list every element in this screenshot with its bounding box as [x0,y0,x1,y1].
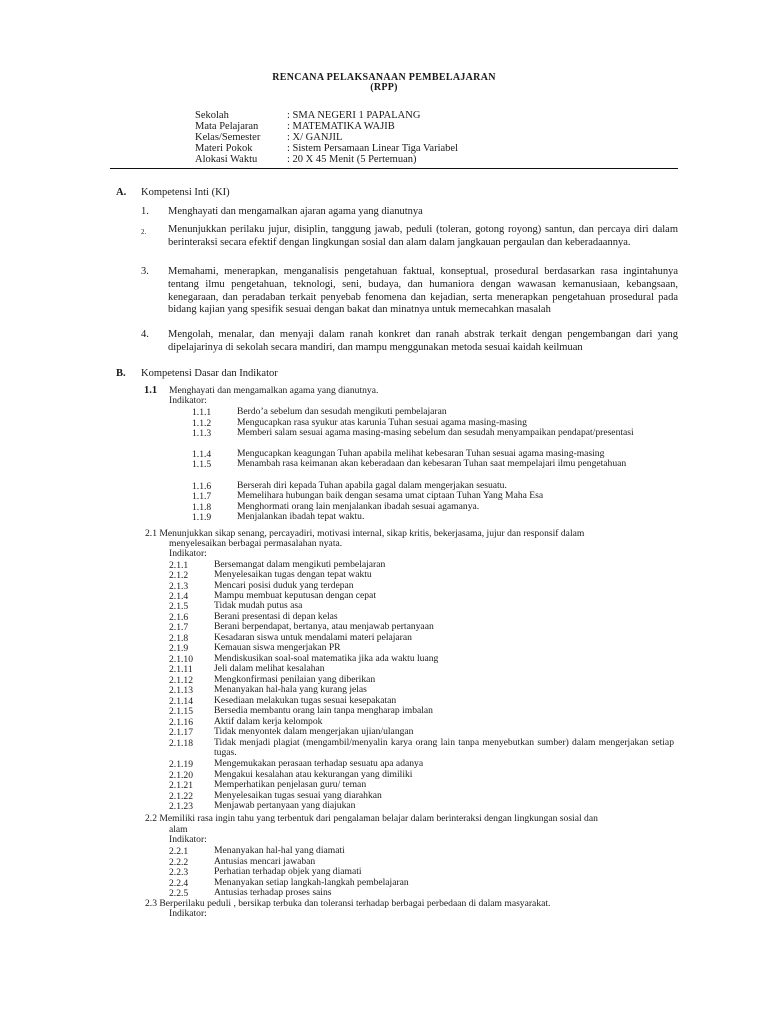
indicator-text: Berdo’a sebelum dan sesudah mengikuti pembelajaran [237,406,447,417]
meta-key: Materi Pokok [195,143,253,154]
indicator-number: 2.1.22 [169,791,193,802]
indicator-number: 1.1.3 [192,428,212,439]
meta-row-time [195,154,458,165]
indicator-text: Mencari posisi duduk yang terdepan [214,580,354,591]
identity-table [195,110,458,165]
ki-number: 4. [141,329,149,340]
indicator-text: Antusias mencari jawaban [214,856,316,867]
indicator-number: 1.1.2 [192,418,212,429]
indicator-text: Memelihara hubungan baik dengan sesama umat ciptaan Tuhan Yang Maha Esa [237,490,544,501]
indicator-number: 1.1.5 [192,459,212,470]
indicator-text: Mendiskusikan soal-soal matematika jika ada waktu luang [214,653,439,664]
document-subtitle: (RPP) [370,82,398,93]
indicator-text: Bersedia membantu orang lain tanpa mengharap imbalan [214,705,433,716]
meta-key: Sekolah [195,110,229,121]
indicator-number: 2.2.1 [169,846,189,857]
indicator-number: 2.1.5 [169,601,189,612]
indicator-number: 2.1.11 [169,664,193,675]
indicator-text: Aktif dalam kerja kelompok [214,716,323,727]
indicator-number: 2.1.20 [169,770,193,781]
indicator-text: Menyelesaikan tugas sesuai yang diarahkan [214,790,382,801]
document-title: RENCANA PELAKSANAAN PEMBELAJARAN [272,72,496,83]
indicator-number: 2.1.7 [169,622,189,633]
indicator-text: Tidak menyontek dalam mengerjakan ujian/ulangan [214,726,414,737]
indicator-text: Jeli dalam melihat kesalahan [214,663,325,674]
kd-2-1-line2: menyelesaikan berbagai permasalahan nyata. [169,538,343,549]
indicator-number: 1.1.4 [192,449,212,460]
indicator-number: 2.1.17 [169,727,193,738]
kd-2-2-line2: alam [169,824,188,835]
indicator-label: Indikator: [169,908,207,919]
indicator-label: Indikator: [169,548,207,559]
indicator-text: Menghormati orang lain menjalankan ibadah sesuai agamanya. [237,501,480,512]
indicator-number: 1.1.9 [192,512,212,523]
kd-1-1-text: Menghayati dan mengamalkan agama yang dianutnya. [169,385,379,396]
indicator-text: Mengucapkan rasa syukur atas karunia Tuhan sesuai agama masing-masing [237,417,527,428]
indicator-number: 2.1.8 [169,633,189,644]
indicator-text: Menambah rasa keimanan akan keberadaan dan kebesaran Tuhan saat mempelajari ilmu pengetahuan [237,458,627,469]
indicator-number: 1.1.8 [192,502,212,513]
kd-2-1-line1: 2.1 Menunjukkan sikap senang, percayadiri, motivasi internal, sikap kritis, bekerjasama, jujur dan responsif dalam [145,528,585,539]
indicator-text: Berserah diri kepada Tuhan apabila gagal dalam mengerjakan sesuatu. [237,480,507,491]
indicator-number: 2.2.3 [169,867,189,878]
indicator-text: Mengakui kesalahan atau kekurangan yang dimiliki [214,769,413,780]
header-divider [110,168,678,169]
meta-key: Mata Pelajaran [195,121,259,132]
indicator-text: Antusias terhadap proses sains [214,887,332,898]
meta-row-class [195,132,458,143]
meta-value: : 20 X 45 Menit (5 Pertemuan) [287,154,417,165]
indicator-number: 1.1.1 [192,407,212,418]
indicator-text: Berani presentasi di depan kelas [214,611,338,622]
indicator-text: Kemauan siswa mengerjakan PR [214,642,341,653]
indicator-number: 2.1.9 [169,643,189,654]
indicator-number: 2.1.16 [169,717,193,728]
indicator-text: Menanyakan setiap langkah-langkah pembelajaran [214,877,409,888]
section-b-title: Kompetensi Dasar dan Indikator [141,368,278,379]
indicator-label: Indikator: [169,834,207,845]
indicator-text: Menanyakan hal-hal yang diamati [214,845,345,856]
indicator-number: 2.1.15 [169,706,193,717]
indicator-text: Kesediaan melakukan tugas sesuai kesepakatan [214,695,397,706]
kd-2-3-line1: 2.3 Berperilaku peduli , bersikap terbuka dan toleransi terhadap berbagai perbedaan di dalam masyarakat. [145,898,551,909]
indicator-text: Tidak menjadi plagiat (mengambil/menyalin karya orang lain tanpa menyebutkan sumber) dalam mengerjakan setiap tugas. [214,737,674,759]
indicator-number: 2.1.14 [169,696,193,707]
ki-number: 2. [141,228,147,236]
indicator-text: Menanyakan hal-hala yang kurang jelas [214,684,367,695]
indicator-text: Bersemangat dalam mengikuti pembelajaran [214,559,386,570]
indicator-text: Berani berpendapat, bertanya, atau menjawab pertanyaan [214,621,434,632]
indicator-number: 2.1.19 [169,759,193,770]
indicator-text: Menjawab pertanyaan yang diajukan [214,800,356,811]
indicator-text: Memberi salam sesuai agama masing-masing sebelum dan sesudah menyampaikan pendapat/presentasi [237,427,634,438]
indicator-number: 1.1.6 [192,481,212,492]
indicator-number: 2.1.3 [169,581,189,592]
indicator-text: Menjalankan ibadah tepat waktu. [237,511,365,522]
indicator-number: 2.1.2 [169,570,189,581]
indicator-text: Perhatian terhadap objek yang diamati [214,866,362,877]
indicator-number: 2.2.2 [169,857,189,868]
section-a-letter: A. [116,187,127,198]
indicator-number: 2.1.21 [169,780,193,791]
indicator-number: 2.1.13 [169,685,193,696]
ki-text: Menunjukkan perilaku jujur, disiplin, tanggung jawab, peduli (toleran, gotong royong) santun, dan percaya diri dalam berinteraksi secara efektif dengan lingkungan sosial dan alam dalam jangkauan pergaulan dan keberadaannya. [168,224,678,248]
indicator-number: 2.2.5 [169,888,189,899]
indicator-number: 2.1.1 [169,560,189,571]
section-b-letter: B. [116,368,126,379]
meta-key: Alokasi Waktu [195,154,258,165]
kd-2-2-line1: 2.2 Memiliki rasa ingin tahu yang terbentuk dari pengalaman belajar dalam berinteraksi dengan lingkungan sosial dan [145,813,598,824]
indicator-number: 2.1.4 [169,591,189,602]
indicator-text: Mengucapkan keagungan Tuhan apabila melihat kebesaran Tuhan sesuai agama masing-masing [237,448,605,459]
ki-text: Mengolah, menalar, dan menyaji dalam ranah konkret dan ranah abstrak terkait dengan pengembangan dari yang dipelajarinya di sekolah secara mandiri, dan mampu menggunakan metoda sesuai kaidah keilmuan [168,329,678,353]
kd-1-1-number: 1.1 [144,385,158,396]
indicator-number: 2.1.23 [169,801,193,812]
ki-number: 1. [141,206,149,217]
indicator-number: 2.2.4 [169,878,189,889]
indicator-number: 2.1.18 [169,738,193,749]
indicator-text: Mampu membuat keputusan dengan cepat [214,590,376,601]
indicator-text: Tidak mudah putus asa [214,600,303,611]
indicator-text: Kesadaran siswa untuk mendalami materi pelajaran [214,632,412,643]
indicator-number: 1.1.7 [192,491,212,502]
meta-key: Kelas/Semester [195,132,261,143]
ki-text: Menghayati dan mengamalkan ajaran agama yang dianutnya [168,206,423,217]
indicator-text: Menyelesaikan tugas dengan tepat waktu [214,569,372,580]
indicator-number: 2.1.6 [169,612,189,623]
meta-row-school [195,110,458,121]
ki-number: 3. [141,266,149,277]
indicator-label: Indikator: [169,395,207,406]
indicator-text: Mengemukakan perasaan terhadap sesuatu apa adanya [214,758,424,769]
meta-row-subject [195,121,458,132]
indicator-text: Mengkonfirmasi penilaian yang diberikan [214,674,376,685]
meta-row-topic [195,143,458,154]
indicator-text: Memperhatikan penjelasan guru/ teman [214,779,367,790]
section-a-title: Kompetensi Inti (KI) [141,187,230,198]
indicator-number: 2.1.12 [169,675,193,686]
ki-text: Memahami, menerapkan, menganalisis pengetahuan faktual, konseptual, prosedural berdasarkan rasa ingintahunya tentang ilmu pengetahuan, teknologi, seni, budaya, dan humaniora dengan wawasan kemanusiaan, kebangsaan, kenegaraan, dan peradaban terkait penyebab fenomena dan kejadian, serta menerapkan pengetahuan prosedural pada bidang kajian yang spesifik sesuai dengan bakat dan minatnya untuk memecahkan masalah [168,266,678,316]
meta-value: : X/ GANJIL [287,132,343,143]
meta-value: : SMA NEGERI 1 PAPALANG [287,110,421,121]
meta-value: : Sistem Persamaan Linear Tiga Variabel [287,143,458,154]
meta-value: : MATEMATIKA WAJIB [287,121,395,132]
indicator-number: 2.1.10 [169,654,193,665]
